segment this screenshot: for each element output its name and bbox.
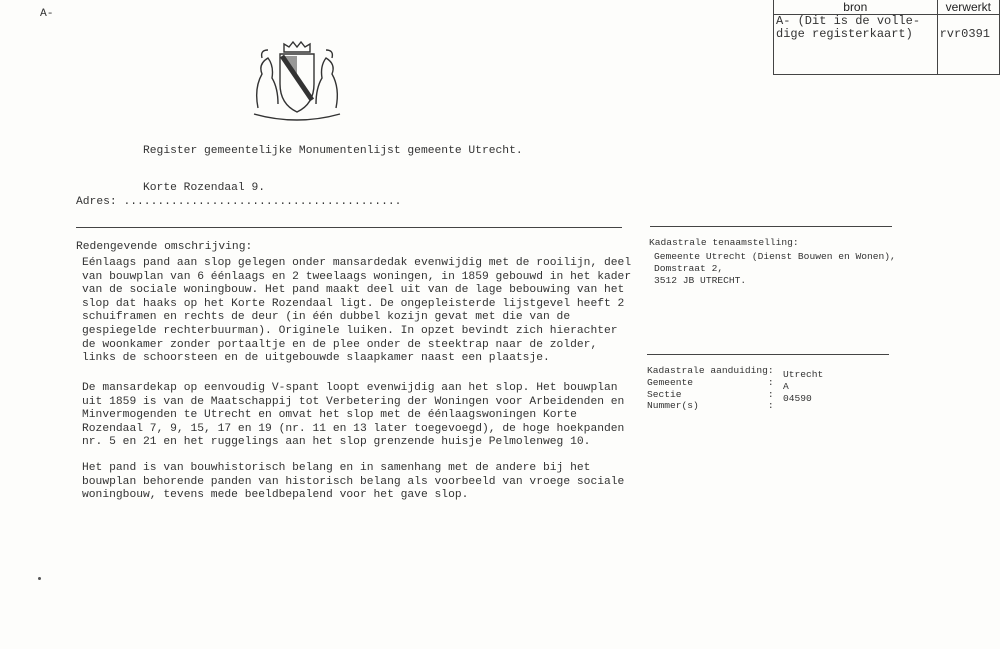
address-value: Korte Rozendaal 9.: [143, 182, 266, 194]
corner-mark: A-: [40, 8, 54, 20]
header-bron: bron: [774, 0, 938, 15]
description-paragraph: Eénlaags pand aan slop gelegen onder mansardedak evenwijdig met de rooilijn, deel van bouwplan van 6 éénlaags en 2 tweelaags woningen, in 1859 gebouwd in het kader van de sociale woningbouw. Het pand maakt deel uit van de lage bebouwing van het slop dat haaks op het Korte Rozendaal ligt. De ongepleisterde lijstgevel heeft 2 schuiframen en rechts de deur (in één dubbel kozijn gevat met die van de gespiegelde rechterbuurman). Originele luiken. In opzet bevindt zich hierachter de woonkamer zonder portaaltje en de plee onder de steektrap naar de zolder, links de schoorsteen en de uitgebouwde slaapkamer naast een plaatsje.: [82, 257, 632, 365]
verwerkt-value: rvr0391: [937, 15, 999, 75]
kadastrale-tenaamstelling-label: Kadastrale tenaamstelling:: [649, 237, 799, 248]
address-label: Adres: .........................................: [76, 196, 402, 208]
kadastrale-aanduiding-labels: Kadastrale aanduiding: Gemeente : Sectie : Nummer(s) :: [647, 365, 774, 412]
source-table: [773, 0, 1000, 75]
scan-speck: [38, 577, 41, 580]
kadastrale-tenaamstelling-value: Gemeente Utrecht (Dienst Bouwen en Wonen), Domstraat 2, 3512 JB UTRECHT.: [654, 251, 896, 286]
document-title: Register gemeentelijke Monumentenlijst gemeente Utrecht.: [143, 145, 523, 157]
description-paragraph: Het pand is van bouwhistorisch belang en in samenhang met de andere bij het bouwplan behorende panden van historisch belang als voorbeeld van vroege sociale woningbouw, tevens mede beeldbepalend voor het gave slop.: [82, 462, 625, 502]
description-paragraph: De mansardekap op eenvoudig V-spant loopt evenwijdig aan het slop. Het bouwplan uit 1859 is van de Maatschappij tot Verbetering der Woningen voor Arbeidenden en Minvermogenden te Utrecht en omvat het slop met de éénlaagswoningen Korte Rozendaal 7, 9, 15, 17 en 19 (nr. 11 en 13 later toegevoegd), de hoge hoekpanden nr. 5 en 21 en het ruggelings aan het slop grenzende huisje Pelmolenweg 10.: [82, 382, 625, 449]
header-verwerkt: verwerkt: [937, 0, 999, 15]
coat-of-arms-icon: [248, 38, 346, 124]
bron-value: A- (Dit is de volle- dige registerkaart): [774, 15, 938, 75]
kadastrale-aanduiding-values: Utrecht A 04590: [783, 369, 824, 404]
description-label: Redengevende omschrijving:: [76, 241, 253, 253]
